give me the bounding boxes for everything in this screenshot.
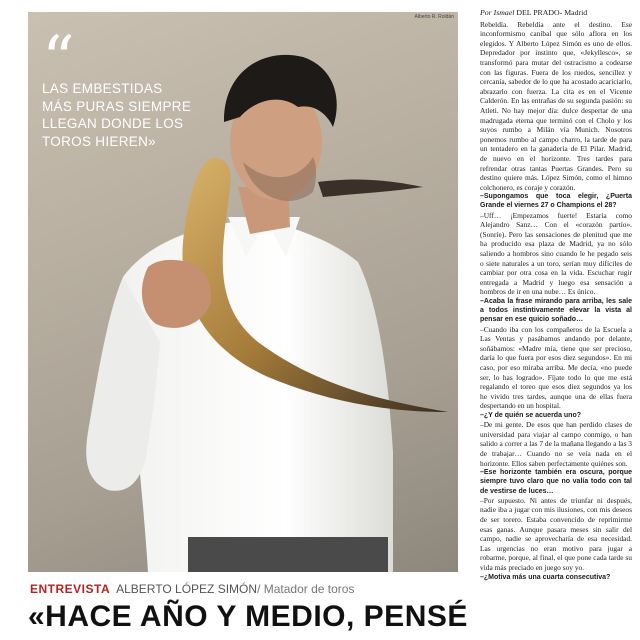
headline: «HACE AÑO Y MEDIO, PENSÉ — [28, 600, 468, 633]
article-paragraph: –Cuando iba con los compañeros de la Escuela a Las Ventas y pasábamos andando por delante, soñábamos: «Madre mía, tiene que ser precioso, daría lo que fuera por esos diez segundos». En mi caso, por eso miraba arriba. Me decía, «no puede ser, lo has logrado». Fíjate todo lo que me está regalando el toreo que esos diez segundos ya los he vivido tres tardes, aunque una de ellas fuera despertando en un hospital. — [480, 324, 632, 411]
pull-quote — [42, 23, 192, 150]
article-body — [480, 20, 632, 582]
article-paragraph: –Uff… ¡Empezamos fuerte! Estaría como Alejandro Sanz… Con el «corazón partío». (Sonríe). Pero las sensaciones de plenitud que me ha producido esa plaza de Madrid, ya no sólo saliendo a hombros sino cuando le he pegado seis o siete naturales a un toro, serían muy difíciles de cambiar por otra cosa en la vida. Escuchar rugir entregada a Madrid y luego esa sensación a hombros de ir en una nube… Es único. — [480, 210, 632, 297]
cover-photo — [28, 12, 458, 572]
article-paragraph: –Por supuesto. Ni antes de triunfar ni después, nadie iba a jugar con mis ilusiones, con mis deseos de ser torero. Estaba convencido de reprimirme esas ganas. Aunque pasara meses sin salir del campo, nadie se aprovecharía de esa necesidad. Las urgencias no eran motivo para jugar a robarme, porque, al final, el que pone cada tarde su vida más preciado en juego soy yo. — [480, 495, 632, 572]
photo-credit: Alberto R. Roldán — [414, 14, 454, 20]
byline — [30, 582, 354, 596]
author-first-name: Ismael — [493, 8, 515, 17]
interview-question: –Ese horizonte también era oscura, porque siempre tuvo claro que no valía todo con tal de vestirse de luces… — [480, 469, 632, 495]
interviewee-name: ALBERTO LÓPEZ SIMÓN — [116, 582, 258, 596]
author-line — [480, 8, 632, 18]
section-label: ENTREVISTA — [30, 582, 111, 596]
pull-quote-text: LAS EMBESTIDAS MÁS PURAS SIEMPRE LLEGAN DONDE LOS TOROS HIEREN» — [42, 81, 192, 149]
interview-question: –Acaba la frase mirando para arriba, les sale a todos instintivamente elevar la vista al pensar en ese quicio soñado… — [480, 298, 632, 324]
author-label: Por — [480, 8, 492, 17]
article-paragraph: –De mi gente. De esos que han perdido clases de universidad para viajar al campo conmigo, o han salido a correr a las 7 de la mañana llegando a las 3 de trabajar… Cuando no se veía nada en el horizonte. Ellos saben perfectamente quiénes son. — [480, 420, 632, 468]
interview-question: –Supongamos que toca elegir, ¿Puerta Grande el viernes 27 o Champions el 28? — [480, 193, 632, 210]
quote-mark-icon: “ — [42, 23, 75, 97]
article-paragraph: Rebeldía. Rebeldía ante el destino. Ese inconformismo caníbal que sólo aflora en los elegidos. Y Alberto López Simón es uno de ellos. Depredador por instinto que, «Jekyllesco», se transformó para mutar del ostracismo a codearse con las figuras. Fuera de los ruedos, sencillez y cercanía, sabedor de lo que ha acostado acariciarlo, abrazarlo con fuerza. La cita es en el Vicente Calderón. En las entrañas de su segunda pasión: su Atleti. No hay mejor día: dulce despertar de una madrugada eterna que terminó con el Cholo y los suyos rumbo a Milán vía Munich. Nosotros ponemos rumbo al campo charro, la tarde de para un tentadero en la ganadería de El Pilar. Madrid, de nuevo en el horizonte. Tres tardes para refrendar otras tantas Puertas Grandes. Pero su destino quiere más. López Simón, como el himno colchonero, es coraje y corazón. — [480, 19, 632, 192]
interviewee-role: / Matador de toros — [257, 582, 355, 596]
author-rest: DEL PRADO- Madrid — [516, 8, 588, 17]
interview-question: –¿Y de quién se acuerda uno? — [480, 411, 582, 419]
interview-question: –¿Motiva más una cuarta consecutiva? — [480, 573, 611, 581]
article-column — [480, 8, 632, 640]
